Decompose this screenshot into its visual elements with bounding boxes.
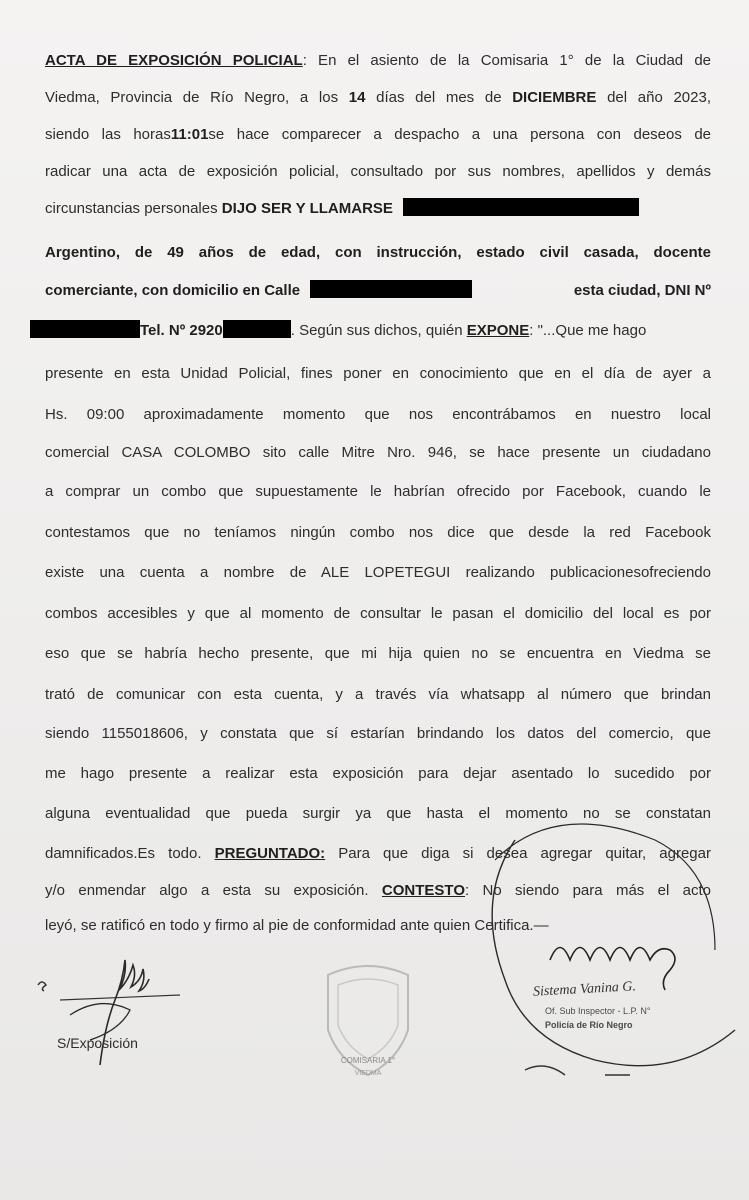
text: comerciante, con domicilio en Calle — [45, 282, 301, 299]
police-seal — [308, 955, 428, 1085]
month-value: DICIEMBRE — [512, 89, 597, 106]
text: : "...Que me hago — [529, 322, 647, 339]
text: esta ciudad, DNI Nº — [573, 282, 711, 299]
text: del año 2023, — [596, 89, 711, 106]
line-17: trató de comunicar con esta cuenta, y a través vía whatsapp al número que brindan — [45, 686, 711, 703]
line-7 — [45, 278, 711, 304]
line-3 — [45, 122, 711, 148]
line-8 — [30, 318, 711, 344]
signature-caption: S/Exposición — [57, 1035, 138, 1051]
text: : No siendo para más el acto — [465, 882, 712, 899]
line-19: me hago presente a realizar esta exposición para dejar asentado lo sucedido por — [45, 765, 711, 782]
line-13: contestamos que no teníamos ningún combo nos dice que desde la red Facebook — [45, 524, 711, 541]
officer-name: Sistema Vanina G. — [532, 979, 637, 1000]
line-16: eso que se habría hecho presente, que mi hija quien no se encuentra en Viedma se — [45, 645, 711, 662]
line-12: a comprar un combo que supuestamente le habrían ofrecido por Facebook, cuando le — [45, 483, 711, 500]
line-1 — [45, 48, 711, 74]
signature-officer — [455, 800, 745, 1100]
text: y/o enmendar algo a esta su exposición. — [45, 882, 382, 899]
line-11: comercial CASA COLOMBO sito calle Mitre Nro. 946, se hace presente un ciudadano — [45, 444, 711, 461]
text: Viedma, Provincia de Río Negro, a los — [45, 89, 349, 106]
redacted-phone — [223, 320, 291, 338]
text: Para que diga si desea agregar quitar, agregar — [325, 845, 711, 862]
text: circunstancias personales — [45, 200, 222, 217]
line-2 — [45, 85, 711, 111]
redacted-dni — [30, 320, 140, 338]
line-9: presente en esta Unidad Policial, fines poner en conocimiento que en el día de ayer a — [45, 365, 711, 382]
text: se hace comparecer a despacho a una persona con deseos de — [208, 126, 712, 143]
preguntado-label: PREGUNTADO: — [214, 845, 326, 862]
declared-identity-label: DIJO SER Y LLAMARSE — [221, 200, 393, 217]
line-18: siendo 1155018606, y constata que sí estarían brindando los datos del comercio, que — [45, 725, 711, 742]
document-title: ACTA DE EXPOSICIÓN POLICIAL — [45, 52, 303, 69]
officer-org: Policía de Río Negro — [545, 1020, 633, 1030]
time-value: 11:01 — [170, 126, 209, 143]
expone-label: EXPONE — [466, 322, 530, 339]
text: . Según sus dichos, quién — [290, 322, 467, 339]
text: damnificados.Es todo. — [45, 845, 215, 862]
seal-text-2: VIEDMA — [354, 1070, 382, 1077]
redacted-address — [310, 280, 472, 298]
day-value: 14 — [348, 89, 366, 106]
line-23: leyó, se ratificó en todo y firmo al pie de conformidad ante quien Certifica.— — [45, 917, 549, 934]
redacted-name — [403, 198, 639, 216]
text: : En el asiento de la Comisaria 1° de la Ciudad de — [302, 52, 711, 69]
text: días del mes de — [365, 89, 513, 106]
phone-label: Tel. Nº 2920 — [140, 322, 223, 339]
line-14: existe una cuenta a nombre de ALE LOPETEGUI realizando publicacionesofreciendo — [45, 564, 711, 581]
line-5 — [45, 196, 711, 222]
line-20: alguna eventualidad que pueda surgir ya que hasta el momento no se constatan — [45, 805, 711, 822]
line-6: Argentino, de 49 años de edad, con instrucción, estado civil casada, docente — [45, 244, 711, 261]
contesto-label: CONTESTO — [381, 882, 465, 899]
line-4: radicar una acta de exposición policial, consultado por sus nombres, apellidos y demás — [45, 163, 711, 180]
text: siendo las horas — [45, 126, 171, 143]
line-15: combos accesibles y que al momento de consultar le pasan el domicilio del local es por — [45, 605, 711, 622]
line-10: Hs. 09:00 aproximadamente momento que nos encontrábamos en nuestro local — [45, 406, 711, 423]
officer-rank: Of. Sub Inspector - L.P. N° — [545, 1006, 651, 1016]
seal-text-1: COMISARIA 1° — [340, 1056, 396, 1065]
